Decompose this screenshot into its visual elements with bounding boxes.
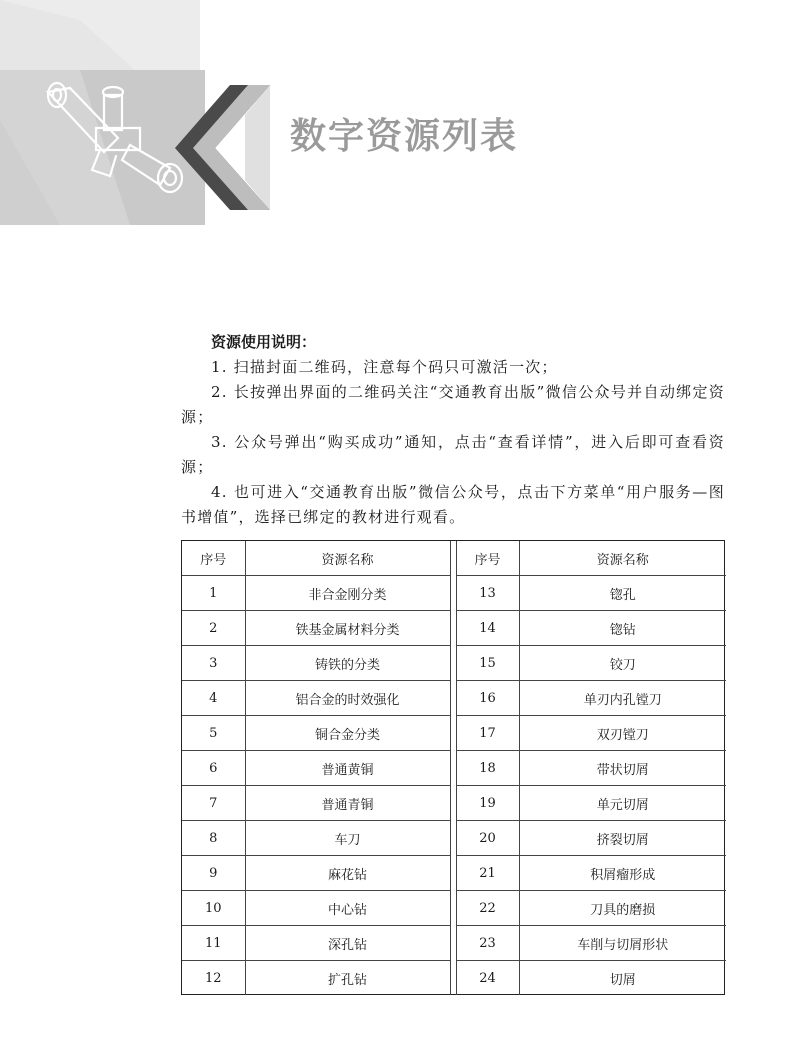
resource-name: 普通青铜 bbox=[245, 786, 450, 821]
resource-no: 22 bbox=[456, 891, 519, 926]
resource-name: 车削与切屑形状 bbox=[519, 926, 726, 961]
resource-name: 双刃镗刀 bbox=[519, 716, 726, 751]
resource-name: 车刀 bbox=[245, 821, 450, 856]
resource-no: 20 bbox=[456, 821, 519, 856]
column-header-no: 序号 bbox=[456, 541, 519, 576]
usage-instructions bbox=[181, 330, 725, 530]
resource-name: 铁基金属材料分类 bbox=[245, 611, 450, 646]
resource-name: 锪孔 bbox=[519, 576, 726, 611]
table-row bbox=[182, 751, 726, 786]
table-row bbox=[182, 786, 726, 821]
instruction-step: 1. 扫描封面二维码，注意每个码只可激活一次； bbox=[211, 358, 558, 376]
column-header-name: 资源名称 bbox=[519, 541, 726, 576]
resource-no: 10 bbox=[182, 891, 245, 926]
resource-no: 8 bbox=[182, 821, 245, 856]
resource-table bbox=[181, 540, 725, 995]
resource-no: 14 bbox=[456, 611, 519, 646]
column-header-no: 序号 bbox=[182, 541, 245, 576]
table-row bbox=[182, 961, 726, 996]
resource-name: 深孔钻 bbox=[245, 926, 450, 961]
table-row bbox=[182, 716, 726, 751]
resource-name: 挤裂切屑 bbox=[519, 821, 726, 856]
resource-name: 铝合金的时效强化 bbox=[245, 681, 450, 716]
table-row bbox=[182, 576, 726, 611]
table-row bbox=[182, 856, 726, 891]
column-header-name: 资源名称 bbox=[245, 541, 450, 576]
resource-name: 单元切屑 bbox=[519, 786, 726, 821]
resource-name: 带状切屑 bbox=[519, 751, 726, 786]
resource-no: 23 bbox=[456, 926, 519, 961]
resource-name: 刀具的磨损 bbox=[519, 891, 726, 926]
resource-no: 18 bbox=[456, 751, 519, 786]
resource-no: 24 bbox=[456, 961, 519, 996]
resource-name: 普通黄铜 bbox=[245, 751, 450, 786]
resource-name: 铜合金分类 bbox=[245, 716, 450, 751]
instructions-heading: 资源使用说明： bbox=[211, 333, 317, 351]
resource-name: 切屑 bbox=[519, 961, 726, 996]
resource-no: 11 bbox=[182, 926, 245, 961]
resource-name: 铰刀 bbox=[519, 646, 726, 681]
resource-name: 非合金刚分类 bbox=[245, 576, 450, 611]
instruction-step: 3. 公众号弹出“购买成功”通知，点击“查看详情”，进入后即可查看资源； bbox=[181, 433, 725, 476]
instruction-step: 2. 长按弹出界面的二维码关注“交通教育出版”微信公众号并自动绑定资源； bbox=[181, 383, 725, 426]
resource-name: 锪钻 bbox=[519, 611, 726, 646]
resource-name: 扩孔钻 bbox=[245, 961, 450, 996]
resource-no: 19 bbox=[456, 786, 519, 821]
resource-no: 17 bbox=[456, 716, 519, 751]
resource-name: 单刃内孔镗刀 bbox=[519, 681, 726, 716]
table-row bbox=[182, 611, 726, 646]
resource-name: 中心钻 bbox=[245, 891, 450, 926]
table-row bbox=[182, 681, 726, 716]
resource-no: 15 bbox=[456, 646, 519, 681]
resource-no: 5 bbox=[182, 716, 245, 751]
table-row bbox=[182, 891, 726, 926]
resource-name: 铸铁的分类 bbox=[245, 646, 450, 681]
resource-name: 积屑瘤形成 bbox=[519, 856, 726, 891]
resource-no: 1 bbox=[182, 576, 245, 611]
resource-no: 2 bbox=[182, 611, 245, 646]
resource-no: 3 bbox=[182, 646, 245, 681]
table-row bbox=[182, 926, 726, 961]
resource-no: 4 bbox=[182, 681, 245, 716]
page-title: 数字资源列表 bbox=[290, 116, 519, 157]
resource-no: 7 bbox=[182, 786, 245, 821]
resource-no: 12 bbox=[182, 961, 245, 996]
resource-no: 6 bbox=[182, 751, 245, 786]
resource-no: 13 bbox=[456, 576, 519, 611]
table-row bbox=[182, 821, 726, 856]
table-row bbox=[182, 646, 726, 681]
resource-no: 16 bbox=[456, 681, 519, 716]
resource-no: 9 bbox=[182, 856, 245, 891]
table-header-row bbox=[182, 541, 726, 576]
resource-name: 麻花钻 bbox=[245, 856, 450, 891]
instruction-step: 4. 也可进入“交通教育出版”微信公众号，点击下方菜单“用户服务—图书增值”，选择已绑定的教材进行观看。 bbox=[181, 483, 725, 526]
resource-no: 21 bbox=[456, 856, 519, 891]
